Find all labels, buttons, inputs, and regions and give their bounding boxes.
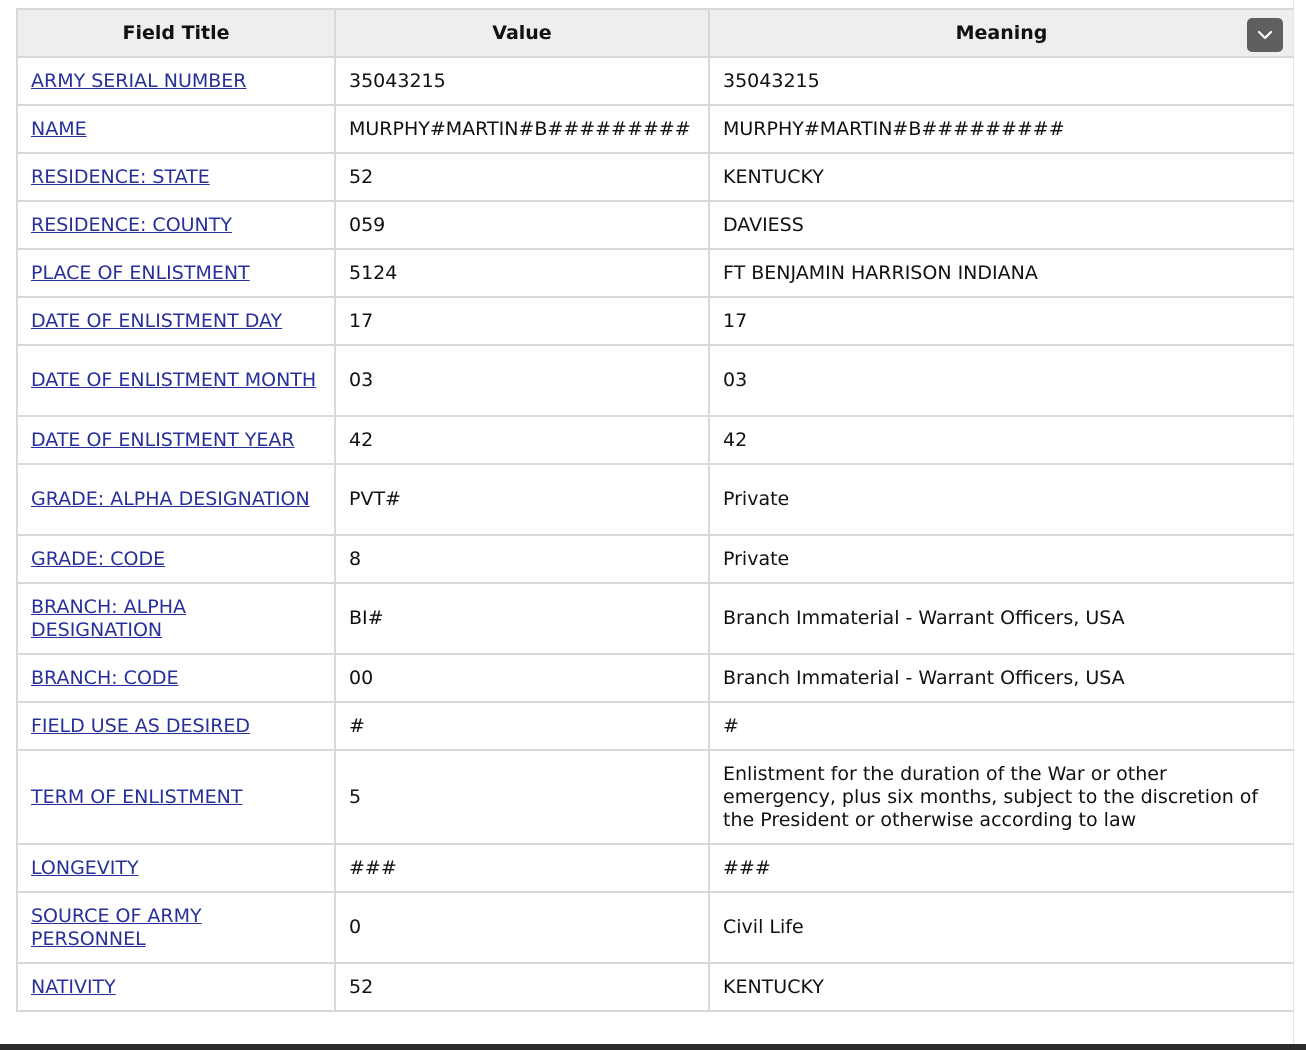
table-row <box>17 153 1294 201</box>
field-cell <box>17 249 335 297</box>
meaning-cell: Private <box>709 464 1294 535</box>
value-cell: 0 <box>335 892 709 963</box>
table-row <box>17 416 1294 464</box>
meaning-cell: KENTUCKY <box>709 963 1294 1011</box>
table-row <box>17 57 1294 105</box>
field-cell <box>17 535 335 583</box>
value-cell: ### <box>335 844 709 892</box>
field-link[interactable]: TERM OF ENLISTMENT <box>31 785 243 808</box>
window-bottom-edge <box>0 1044 1306 1050</box>
value-cell: 00 <box>335 654 709 702</box>
meaning-cell: Branch Immaterial - Warrant Officers, USA <box>709 654 1294 702</box>
meaning-cell: ### <box>709 844 1294 892</box>
meaning-cell: 17 <box>709 297 1294 345</box>
header-field-title: Field Title <box>17 9 335 57</box>
field-link[interactable]: NATIVITY <box>31 975 116 998</box>
table-row <box>17 654 1294 702</box>
table-row <box>17 844 1294 892</box>
table-row <box>17 963 1294 1011</box>
field-cell <box>17 702 335 750</box>
field-link[interactable]: GRADE: CODE <box>31 547 166 570</box>
field-cell <box>17 153 335 201</box>
field-link[interactable]: RESIDENCE: COUNTY <box>31 213 232 236</box>
table-row <box>17 750 1294 844</box>
value-cell: 5 <box>335 750 709 844</box>
field-link[interactable]: FIELD USE AS DESIRED <box>31 714 251 737</box>
field-cell <box>17 416 335 464</box>
meaning-cell: 03 <box>709 345 1294 416</box>
table-row <box>17 105 1294 153</box>
table-row <box>17 535 1294 583</box>
field-cell <box>17 963 335 1011</box>
table-row <box>17 583 1294 654</box>
meaning-cell: FT BENJAMIN HARRISON INDIANA <box>709 249 1294 297</box>
table-row <box>17 345 1294 416</box>
value-cell: 42 <box>335 416 709 464</box>
field-link[interactable]: BRANCH: ALPHA DESIGNATION <box>31 595 186 641</box>
field-link[interactable]: DATE OF ENLISTMENT YEAR <box>31 428 295 451</box>
value-cell: 35043215 <box>335 57 709 105</box>
field-cell <box>17 892 335 963</box>
field-cell <box>17 201 335 249</box>
field-cell <box>17 297 335 345</box>
header-meaning <box>709 9 1294 57</box>
field-link[interactable]: GRADE: ALPHA DESIGNATION <box>31 488 310 510</box>
field-link[interactable]: ARMY SERIAL NUMBER <box>31 69 247 92</box>
meaning-cell: Civil Life <box>709 892 1294 963</box>
field-cell <box>17 105 335 153</box>
value-cell: 17 <box>335 297 709 345</box>
meaning-cell: Private <box>709 535 1294 583</box>
field-cell <box>17 583 335 654</box>
header-row <box>17 9 1294 57</box>
field-link[interactable]: DATE OF ENLISTMENT DAY <box>31 309 283 332</box>
header-value: Value <box>335 9 709 57</box>
field-link[interactable]: DATE OF ENLISTMENT MONTH <box>31 369 317 391</box>
field-link[interactable]: LONGEVITY <box>31 856 139 879</box>
meaning-cell: 35043215 <box>709 57 1294 105</box>
record-table <box>16 8 1295 1012</box>
meaning-cell: Branch Immaterial - Warrant Officers, USA <box>709 583 1294 654</box>
chevron-down-icon <box>1257 30 1273 40</box>
table-row <box>17 201 1294 249</box>
field-cell <box>17 750 335 844</box>
value-cell: PVT# <box>335 464 709 535</box>
meaning-cell: 42 <box>709 416 1294 464</box>
header-meaning-label: Meaning <box>955 22 1048 44</box>
table-row <box>17 249 1294 297</box>
table-body <box>17 57 1294 1011</box>
field-link[interactable]: NAME <box>31 117 87 140</box>
field-cell <box>17 844 335 892</box>
value-cell: 8 <box>335 535 709 583</box>
table-row <box>17 702 1294 750</box>
meaning-cell: Enlistment for the duration of the War or other emergency, plus six months, subject to the discretion of the President or otherwise according to law <box>709 750 1294 844</box>
field-cell <box>17 57 335 105</box>
value-cell: BI# <box>335 583 709 654</box>
value-cell: 059 <box>335 201 709 249</box>
meaning-cell: # <box>709 702 1294 750</box>
field-cell <box>17 464 335 535</box>
value-cell: 52 <box>335 963 709 1011</box>
field-link[interactable]: SOURCE OF ARMY PERSONNEL <box>31 904 202 950</box>
field-link[interactable]: PLACE OF ENLISTMENT <box>31 261 250 284</box>
column-menu-button[interactable] <box>1247 18 1283 52</box>
value-cell: 03 <box>335 345 709 416</box>
value-cell: # <box>335 702 709 750</box>
meaning-cell: MURPHY#MARTIN#B######### <box>709 105 1294 153</box>
meaning-cell: DAVIESS <box>709 201 1294 249</box>
table-row <box>17 297 1294 345</box>
meaning-cell: KENTUCKY <box>709 153 1294 201</box>
field-cell <box>17 654 335 702</box>
value-cell: MURPHY#MARTIN#B######### <box>335 105 709 153</box>
field-link[interactable]: RESIDENCE: STATE <box>31 165 210 188</box>
table-row <box>17 892 1294 963</box>
value-cell: 52 <box>335 153 709 201</box>
table-row <box>17 464 1294 535</box>
value-cell: 5124 <box>335 249 709 297</box>
left-margin <box>0 0 16 1050</box>
field-cell <box>17 345 335 416</box>
right-margin <box>1293 0 1306 1050</box>
field-link[interactable]: BRANCH: CODE <box>31 666 179 689</box>
